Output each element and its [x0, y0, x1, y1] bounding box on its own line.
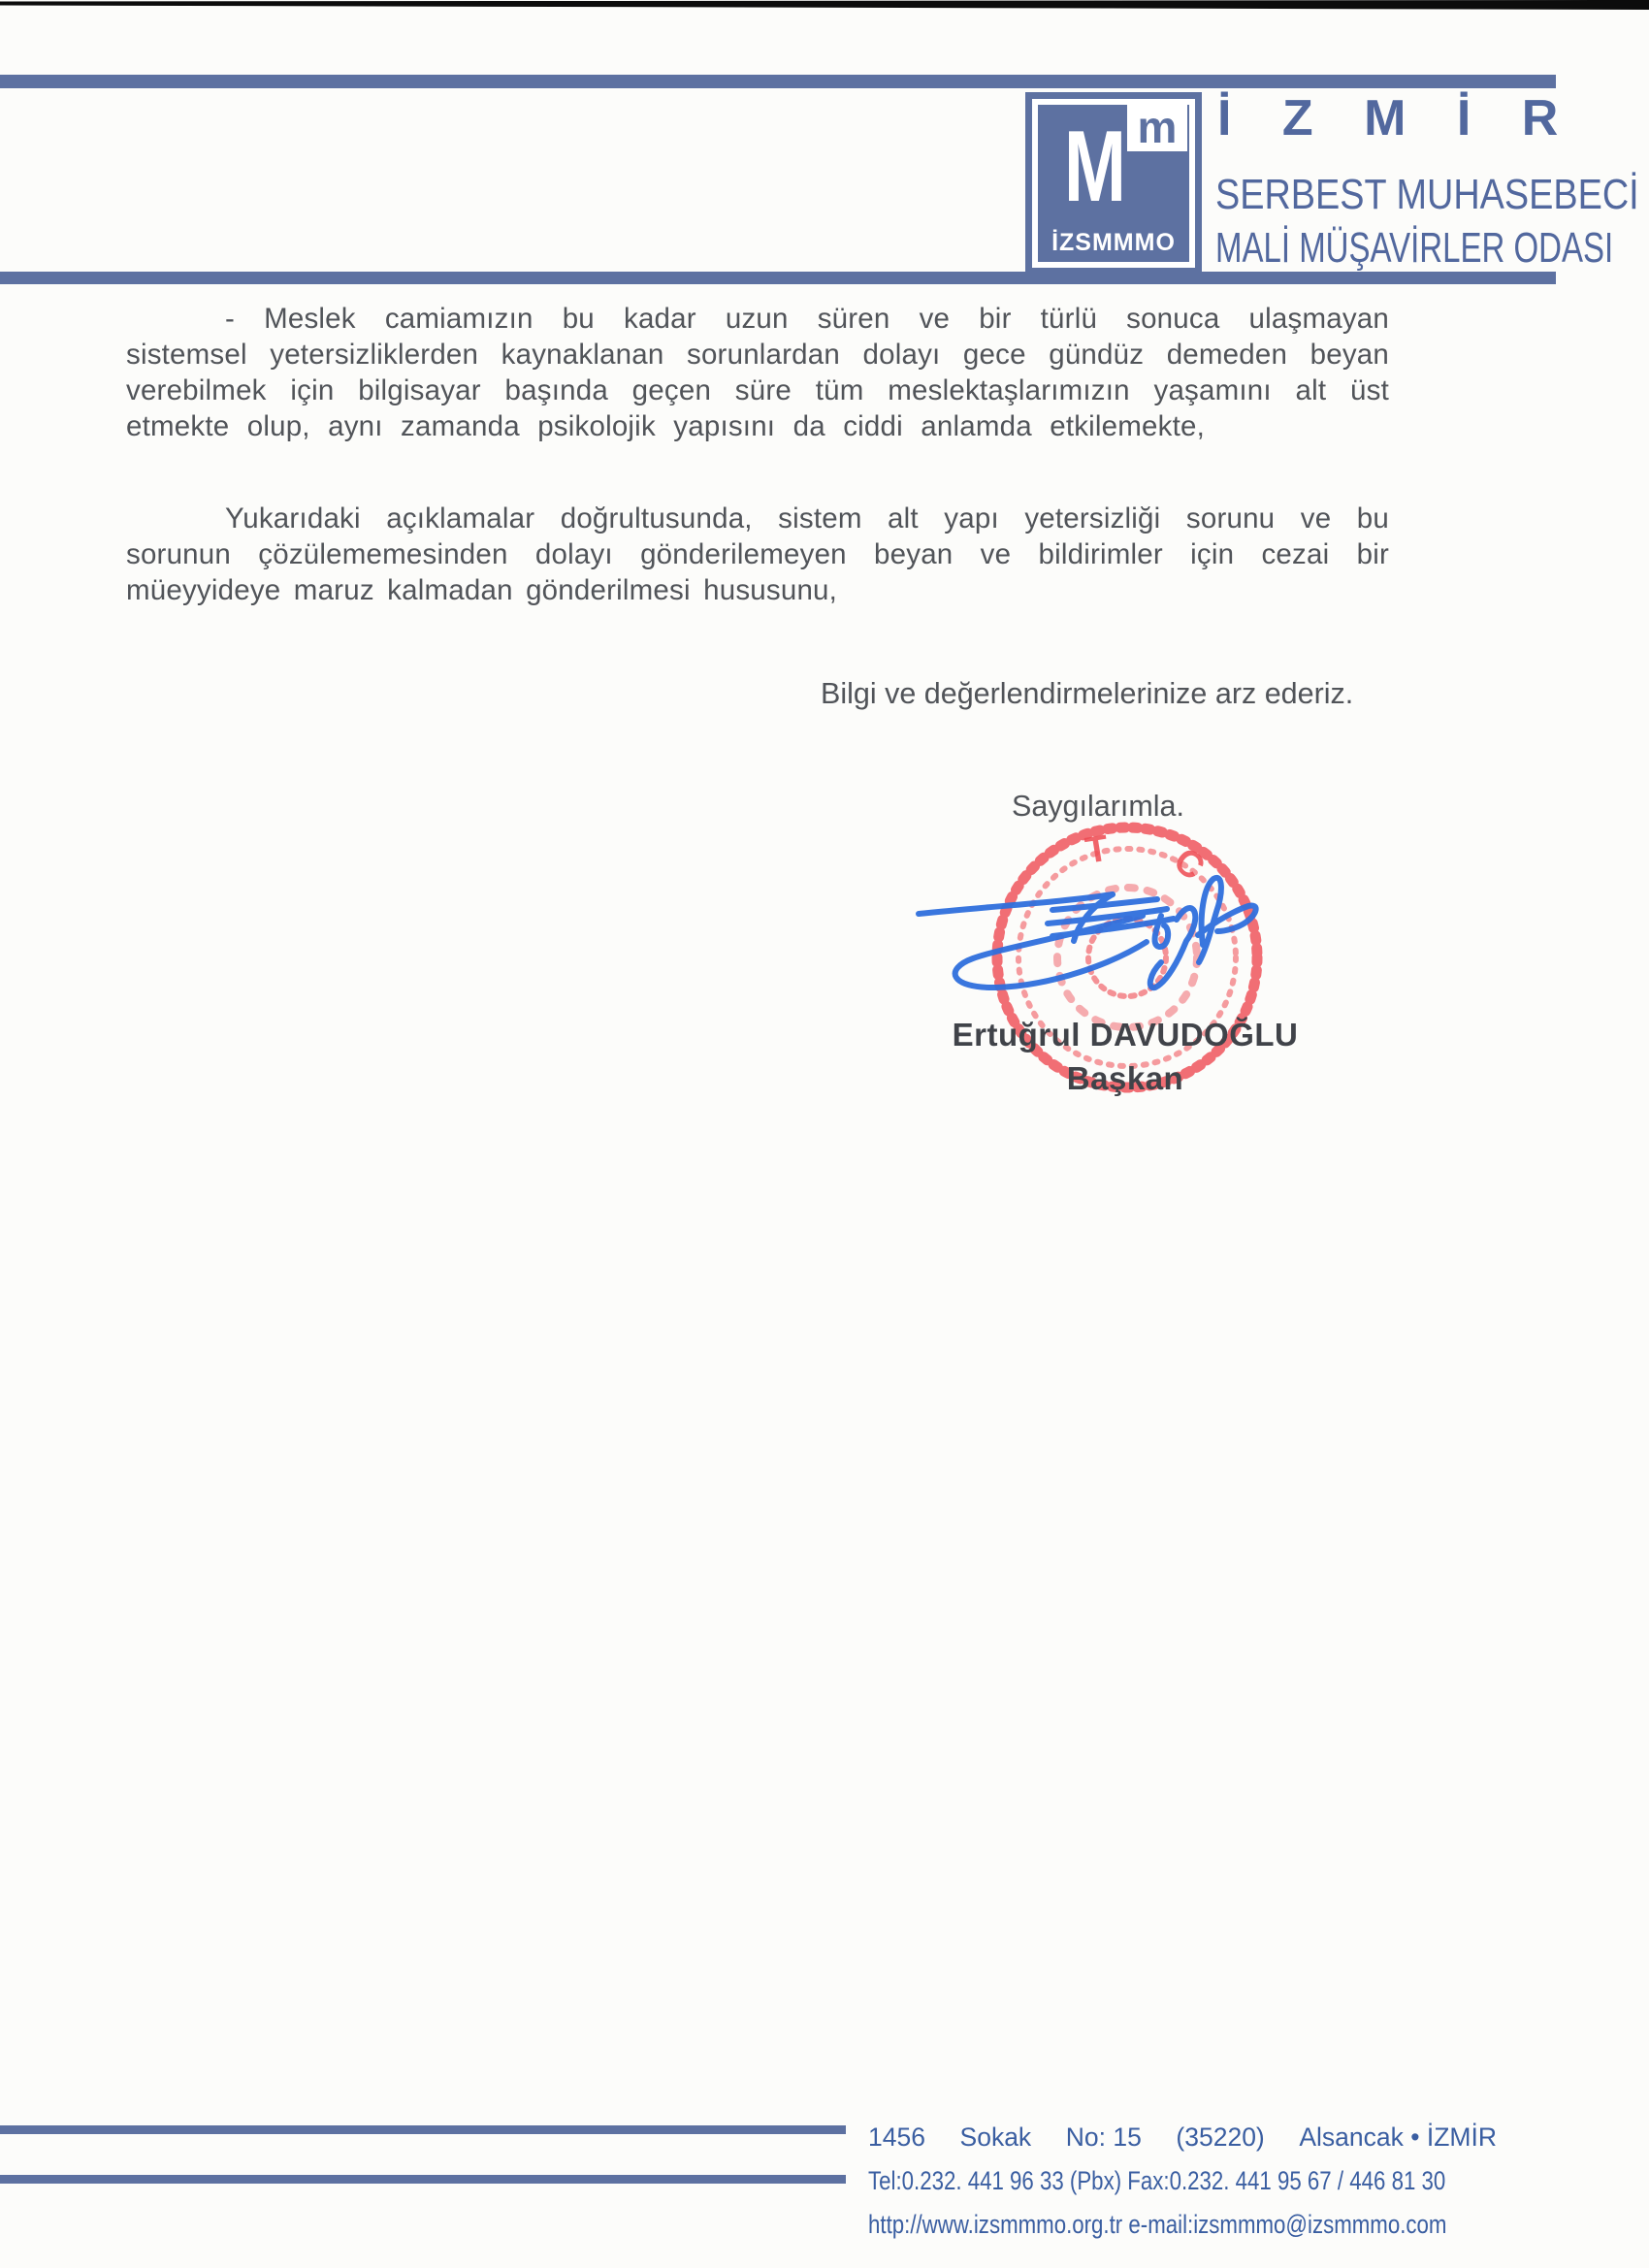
handwritten-signature	[919, 878, 1256, 988]
footer-postal-code: (35220)	[1176, 2122, 1265, 2152]
header-city: İ Z M İ R	[1217, 90, 1568, 146]
salutation-line: Saygılarımla.	[1012, 790, 1184, 823]
letter-body	[126, 301, 1389, 608]
footer-street-word: Sokak	[959, 2122, 1032, 2152]
logo-monogram-M: M	[1063, 111, 1127, 223]
signer-block	[926, 1013, 1324, 1100]
footer-building-no: No: 15	[1065, 2122, 1142, 2152]
izsmmmo-logo	[1025, 92, 1202, 275]
header-rule-top	[0, 75, 1556, 88]
footer-web-line: http://www.izsmmmo.org.tr e-mail:izsmmmo@izsmmmo.com	[868, 2210, 1447, 2239]
footer-rule-1	[0, 2125, 846, 2134]
logo-acronym: İZSMMMO	[1051, 229, 1176, 256]
signer-name: Ertuğrul DAVUDOĞLU	[952, 1017, 1299, 1053]
stamp-tc-label: T C	[1083, 824, 1232, 905]
header-org-line1: SERBEST MUHASEBECİ	[1215, 171, 1639, 218]
header-rule-bottom	[0, 272, 1556, 284]
header-org-line2: MALİ MÜŞAVİRLER ODASI	[1215, 224, 1614, 272]
closing-line: Bilgi ve değerlendirmelerinize arz ederiz.	[821, 677, 1354, 710]
footer-phone-line: Tel:0.232. 441 96 33 (Pbx) Fax:0.232. 441 95 67 / 446 81 30	[868, 2166, 1446, 2195]
footer-contact-block	[868, 2122, 1497, 2253]
footer-address-line	[868, 2122, 1497, 2166]
footer-street-number: 1456	[868, 2122, 925, 2152]
scan-edge-artifact	[0, 0, 1649, 10]
signer-title: Başkan	[1066, 1060, 1184, 1096]
logo-background	[1038, 102, 1189, 262]
paragraph-2: Yukarıdaki açıklamalar doğrultusunda, sistem alt yapı yetersizliği sorunu ve bu sorunun çözülememesinden dolayı gönderilemeyen beyan ve bildirimler için cezai bir müeyyideye maruz kalmadan gönderilmesi hususunu,	[126, 502, 1389, 606]
logo-monogram-m: m	[1137, 102, 1178, 152]
paragraph-1: - Meslek camiamızın bu kadar uzun süren ve bir türlü sonuca ulaşmayan sistemsel yetersizliklerden kaynaklanan sorunlardan dolayı gece gündüz demeden beyan verebilmek için bilgisayar başında geçen süre tüm meslektaşlarımızın yaşamını alt üst etmekte olup, aynı zamanda psikolojik yapısını da ciddi anlamda etkilemekte,	[126, 303, 1389, 442]
footer-rule-2	[0, 2175, 846, 2184]
logo-monogram-m-box	[1127, 103, 1187, 151]
footer-district-city: Alsancak • İZMİR	[1299, 2122, 1497, 2152]
